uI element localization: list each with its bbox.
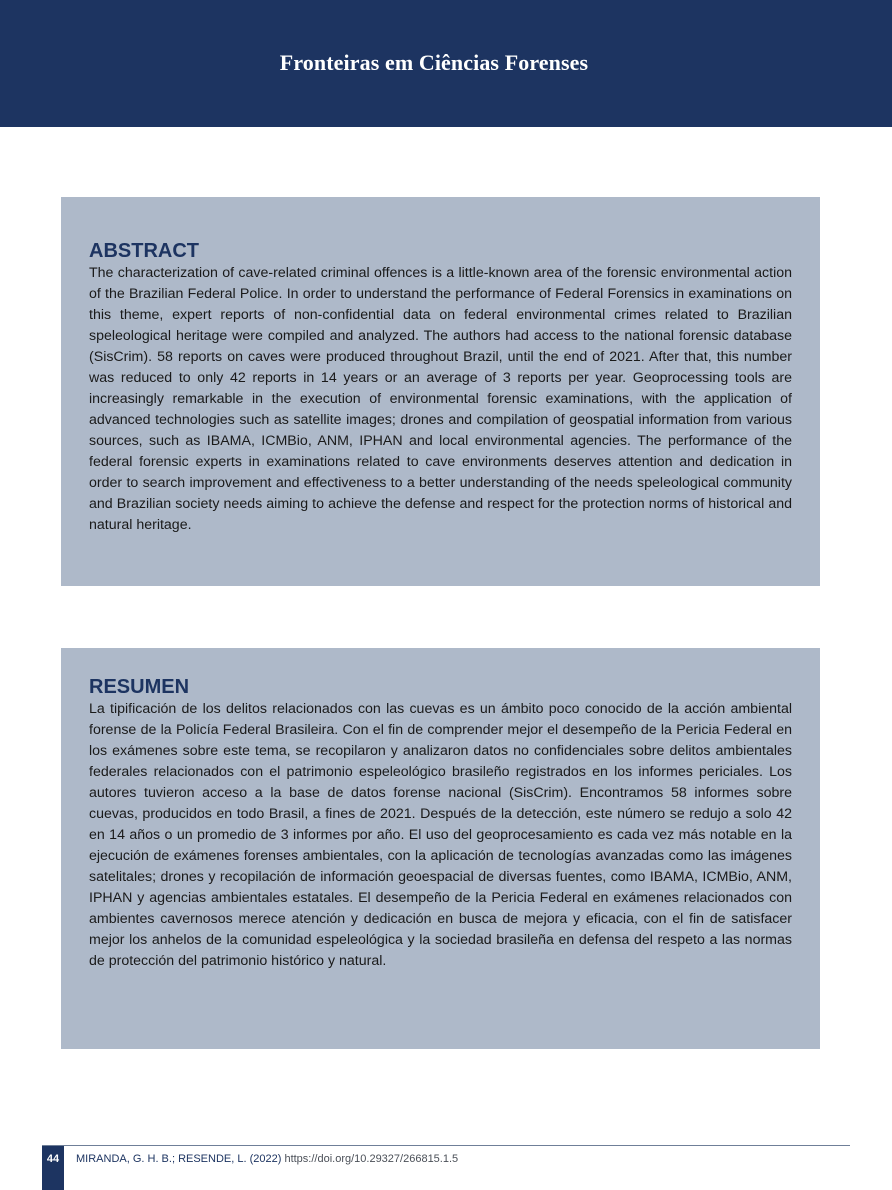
footer-rule (42, 1145, 850, 1146)
resumen-box (61, 648, 820, 1049)
page-number-box (42, 1146, 64, 1190)
abstract-box (61, 197, 820, 586)
doi-link[interactable]: https://doi.org/10.29327/266815.1.5 (284, 1153, 459, 1165)
footer-citation (76, 1153, 458, 1165)
abstract-heading: ABSTRACT (89, 240, 199, 262)
resumen-text: La tipificación de los delitos relacionados con las cuevas es un ámbito poco conocido de la acción ambiental forense de la Policía Federal Brasileira. Con el fin de comprender mejor el desempeño de la Pericia Federal en los exámenes sobre este tema, se recopilaron y analizaron datos no confidenciales sobre delitos ambientales federales relacionados con el patrimonio espeleológico brasileño registrados en los informes periciales. Los autores tuvieron acceso a la base de datos forense nacional (SisCrim). Encontramos 58 informes sobre cuevas, producidos en todo Brasil, a fines de 2021. Después de la detección, este número se redujo a solo 42 en 14 años o un promedio de 3 informes por año. El uso del geoprocesamiento es cada vez más notable en la ejecución de exámenes forenses ambientales, con la aplicación de tecnologías avanzadas como las imágenes satelitales; drones y recopilación de información geoespacial de diversas fuentes, como IBAMA, ICMBio, ANM, IPHAN y agencias ambientales estatales. El desempeño de la Pericia Federal en exámenes relacionados con ambientes cavernosos merece atención y dedicación en busca de mejora y eficacia, con el fin de satisfacer mejor los anhelos de la comunidad espeleológica y la sociedad brasileña en defensa del respeto a las normas de protección del patrimonio histórico y natural. (89, 701, 792, 969)
abstract-text: The characterization of cave-related criminal offences is a little-known area of the forensic environmental action of the Brazilian Federal Police. In order to understand the performance of Federal Forensics in examinations on this theme, expert reports of non-confidential data on federal environmental crimes related to Brazilian speleological heritage were compiled and analyzed. The authors had access to the national forensic database (SisCrim). 58 reports on caves were produced throughout Brazil, until the end of 2021. After that, this number was reduced to only 42 reports in 14 years or an average of 3 reports per year. Geoprocessing tools are increasingly remarkable in the execution of environmental forensic examinations, with the application of advanced technologies such as satellite images; drones and compilation of geospatial information from various sources, such as IBAMA, ICMBio, ANM, IPHAN and local environmental agencies. The performance of the federal forensic experts in examinations related to cave environments deserves attention and dedication in order to search improvement and effectiveness to a better understanding of the needs speleological community and Brazilian society needs aiming to achieve the defense and respect for the protection norms of historical and natural heritage. (89, 265, 792, 533)
citation-authors: MIRANDA, G. H. B.; RESENDE, L. (2022) (76, 1153, 282, 1165)
resumen-heading: RESUMEN (89, 676, 190, 698)
journal-title: Fronteiras em Ciências Forenses (279, 50, 589, 75)
page-number: 44 (46, 1153, 60, 1165)
